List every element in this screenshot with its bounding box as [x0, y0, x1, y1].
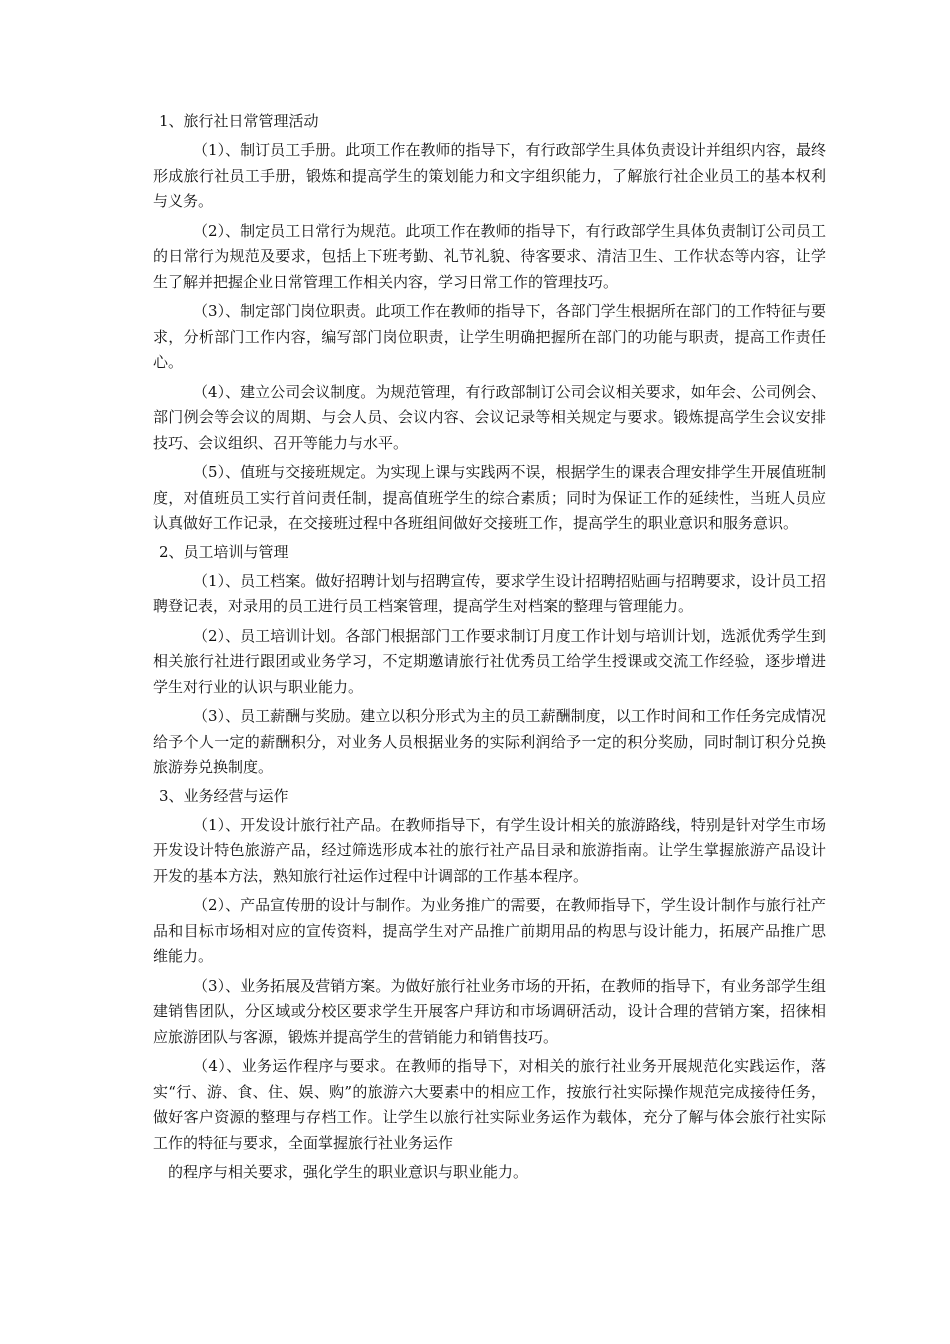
paragraph: （2）、制定员工日常行为规范。此项工作在教师的指导下，有行政部学生具体负责制订公司员工的日常行为规范及要求，包括上下班考勤、礼节礼貌、待客要求、清洁卫生、工作状态等内容，让学生了解并把握企业日常管理工作相关内容，学习日常工作的管理技巧。	[153, 221, 826, 291]
paragraph-continuation: 的程序与相关要求，强化学生的职业意识与职业能力。	[168, 1163, 529, 1181]
paragraph: （1）、制订员工手册。此项工作在教师的指导下，有行政部学生具体负责设计并组织内容，最终形成旅行社员工手册，锻炼和提高学生的策划能力和文字组织能力，了解旅行社企业员工的基本权利与义务。	[153, 141, 826, 210]
paragraph: （4）、业务运作程序与要求。在教师的指导下，对相关的旅行社业务开展规范化实践运作，落实“行、游、食、住、娱、购”的旅游六大要素中的相应工作，按旅行社实际操作规范完成接待任务，做好客户资源的整理与存档工作。让学生以旅行社实际业务运作为载体，充分了解与体会旅行社实际工作的特征与要求，全面掌握旅行社业务运作	[153, 1057, 826, 1152]
paragraph: （2）、员工培训计划。各部门根据部门工作要求制订月度工作计划与培训计划，选派优秀学生到相关旅行社进行跟团或业务学习，不定期邀请旅行社优秀员工给学生授课或交流工作经验，逐步增进学生对行业的认识与职业能力。	[153, 626, 826, 696]
document-body	[153, 110, 826, 1186]
paragraph: （4）、建立公司会议制度。为规范管理，有行政部制订公司会议相关要求，如年会、公司例会、部门例会等会议的周期、与会人员、会议内容、会议记录等相关规定与要求。锻炼提高学生会议安排技巧、会议组织、召开等能力与水平。	[153, 382, 826, 452]
paragraph: （2）、产品宣传册的设计与制作。为业务推广的需要，在教师指导下，学生设计制作与旅行社产品和目标市场相对应的宣传资料，提高学生对产品推广前期用品的构思与设计能力，拓展产品推广思维能力。	[153, 896, 826, 965]
paragraph: （5）、值班与交接班规定。为实现上课与实践两不误，根据学生的课表合理安排学生开展值班制度，对值班员工实行首问责任制，提高值班学生的综合素质；同时为保证工作的延续性，当班人员应认真做好工作记录，在交接班过程中各班组间做好交接班工作，提高学生的职业意识和服务意识。	[153, 463, 826, 532]
paragraph: （1）、员工档案。做好招聘计划与招聘宣传，要求学生设计招聘招贴画与招聘要求，设计员工招聘登记表，对录用的员工进行员工档案管理，提高学生对档案的整理与管理能力。	[153, 571, 826, 615]
paragraph: （3）、业务拓展及营销方案。为做好旅行社业务市场的开拓，在教师的指导下，有业务部学生组建销售团队，分区域或分校区要求学生开展客户拜访和市场调研活动，设计合理的营销方案，招徕相应旅游团队与客源，锻炼并提高学生的营销能力和销售技巧。	[153, 976, 826, 1046]
section-daily-management	[153, 110, 826, 537]
section-business-operation	[153, 785, 826, 1186]
section-heading: 2、员工培训与管理	[159, 542, 289, 561]
section-heading: 1、旅行社日常管理活动	[159, 112, 319, 130]
paragraph: （3）、员工薪酬与奖励。建立以积分形式为主的员工薪酬制度，以工作时间和工作任务完成情况给予个人一定的薪酬积分，对业务人员根据业务的实际利润给予一定的积分奖励，同时制订积分兑换旅游券兑换制度。	[153, 707, 826, 776]
section-staff-training	[153, 541, 826, 781]
section-heading: 3、业务经营与运作	[159, 786, 289, 805]
paragraph: （3）、制定部门岗位职责。此项工作在教师的指导下，各部门学生根据所在部门的工作特征与要求，分析部门工作内容，编写部门岗位职责，让学生明确把握所在部门的功能与职责，提高工作责任心。	[153, 302, 826, 371]
paragraph: （1）、开发设计旅行社产品。在教师指导下，有学生设计相关的旅游路线，特别是针对学生市场开发设计特色旅游产品，经过筛选形成本社的旅行社产品目录和旅游指南。让学生掌握旅游产品设计开发的基本方法，熟知旅行社运作过程中计调部的工作基本程序。	[153, 815, 826, 885]
